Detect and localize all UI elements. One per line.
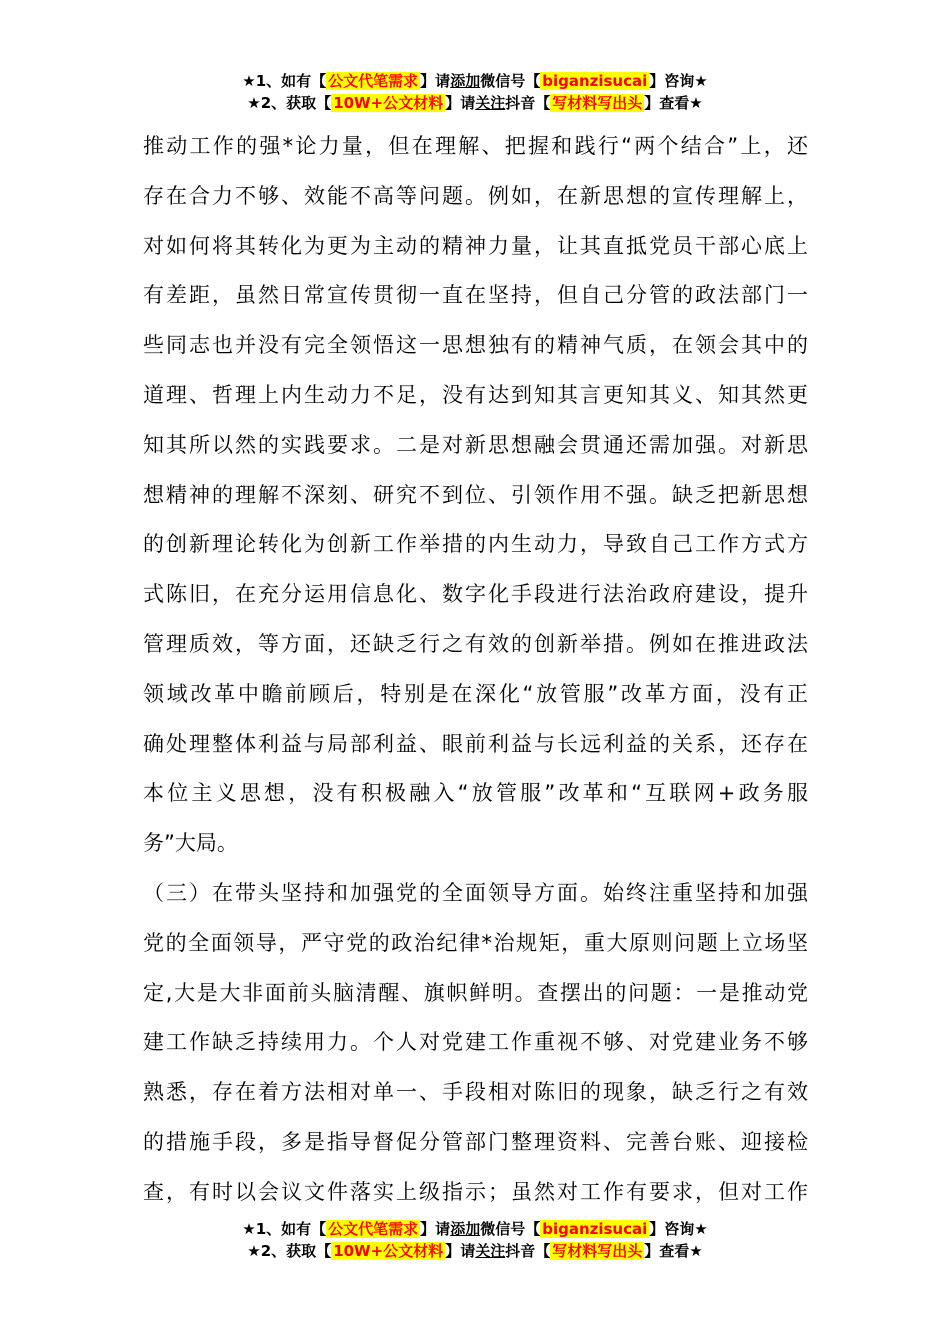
banner-text: 】咨询★ — [649, 1220, 708, 1238]
banner-highlight: 公文代笔需求 — [328, 72, 419, 90]
banner-text: ★1、如有【 — [242, 72, 327, 90]
banner-highlight: 10W+公文材料 — [333, 94, 444, 112]
body-line: 推动工作的强*论力量，但在理解、把握和践行“两个结合”上，还 — [143, 134, 808, 158]
body-line: 本位主义思想，没有积极融入“放管服”改革和“互联网+政务服 — [143, 781, 808, 806]
banner-highlight: 写材料写出头 — [552, 1242, 643, 1260]
body-line: 领域改革中瞻前顾后，特别是在深化“放管服”改革方面，没有正 — [143, 681, 808, 706]
banner-highlight: 写材料写出头 — [552, 94, 643, 112]
section-heading-line: （三）在带头坚持和加强党的全面领导方面。始终注重坚持和加强 — [143, 880, 808, 905]
banner-text: ★2、获取【 — [247, 94, 332, 112]
banner-text: ★1、如有【 — [242, 1220, 327, 1238]
banner-highlight: biganzisucai — [542, 1220, 648, 1238]
body-line: 管理质效，等方面，还缺乏行之有效的创新举措。例如在推进政法 — [143, 631, 808, 656]
body-line: 查，有时以会议文件落实上级指示；虽然对工作有要求，但对工作 — [143, 1179, 808, 1204]
banner-line-2 — [0, 92, 950, 114]
banner-underline: 添加 — [450, 1220, 481, 1238]
body-line: 存在合力不够、效能不高等问题。例如，在新思想的宣传理解上， — [143, 183, 808, 208]
body-line: 想精神的理解不深刻、研究不到位、引领作用不强。缺乏把新思想 — [143, 482, 808, 507]
banner-line-2 — [0, 1240, 950, 1262]
banner-text: 】咨询★ — [649, 72, 708, 90]
body-line: 有差距，虽然日常宣传贯彻一直在坚持，但自己分管的政法部门一 — [143, 283, 808, 308]
body-line: 务”大局。 — [143, 831, 238, 856]
banner-line-1 — [0, 70, 950, 92]
banner-underline: 关注 — [475, 94, 506, 112]
body-line: 的创新理论转化为创新工作举措的内生动力，导致自己工作方式方 — [143, 532, 808, 557]
banner-text: 抖音【 — [505, 1242, 551, 1260]
body-line: 知其所以然的实践要求。二是对新思想融会贯通还需加强。对新思 — [143, 432, 808, 457]
body-line: 的措施手段，多是指导督促分管部门整理资料、完善台账、迎接检 — [143, 1129, 808, 1154]
banner-text: 】请 — [445, 1242, 476, 1260]
header-banner — [0, 70, 950, 114]
body-line: 道理、哲理上内生动力不足，没有达到知其言更知其义、知其然更 — [143, 382, 808, 407]
body-line: 建工作缺乏持续用力。个人对党建工作重视不够、对党建业务不够 — [143, 1030, 808, 1055]
body-line: 对如何将其转化为更为主动的精神力量，让其直抵党员干部心底上 — [143, 233, 808, 258]
banner-text: 微信号【 — [480, 1220, 541, 1238]
banner-text: 】查看★ — [644, 94, 703, 112]
banner-text: 微信号【 — [480, 72, 541, 90]
banner-text: 】请 — [445, 94, 476, 112]
banner-text: 】查看★ — [644, 1242, 703, 1260]
banner-highlight: biganzisucai — [542, 72, 648, 90]
banner-line-1 — [0, 1218, 950, 1240]
footer-banner — [0, 1218, 950, 1262]
banner-text: 】请 — [420, 72, 451, 90]
banner-text: ★2、获取【 — [247, 1242, 332, 1260]
body-line: 式陈旧，在充分运用信息化、数字化手段进行法治政府建设，提升 — [143, 582, 808, 607]
body-line: 定,大是大非面前头脑清醒、旗帜鲜明。查摆出的问题：一是推动党 — [143, 980, 808, 1005]
banner-highlight: 公文代笔需求 — [328, 1220, 419, 1238]
body-line: 确处理整体利益与局部利益、眼前利益与长远利益的关系，还存在 — [143, 731, 808, 756]
banner-text: 】请 — [420, 1220, 451, 1238]
body-line: 些同志也并没有完全领悟这一思想独有的精神气质，在领会其中的 — [143, 333, 808, 358]
banner-text: 抖音【 — [505, 94, 551, 112]
banner-highlight: 10W+公文材料 — [333, 1242, 444, 1260]
body-line: 熟悉，存在着方法相对单一、手段相对陈旧的现象，缺乏行之有效 — [143, 1080, 808, 1105]
document-body — [143, 122, 808, 1218]
banner-underline: 关注 — [475, 1242, 506, 1260]
body-line: 党的全面领导，严守党的政治纪律*治规矩，重大原则问题上立场坚 — [143, 930, 808, 955]
banner-underline: 添加 — [450, 72, 481, 90]
